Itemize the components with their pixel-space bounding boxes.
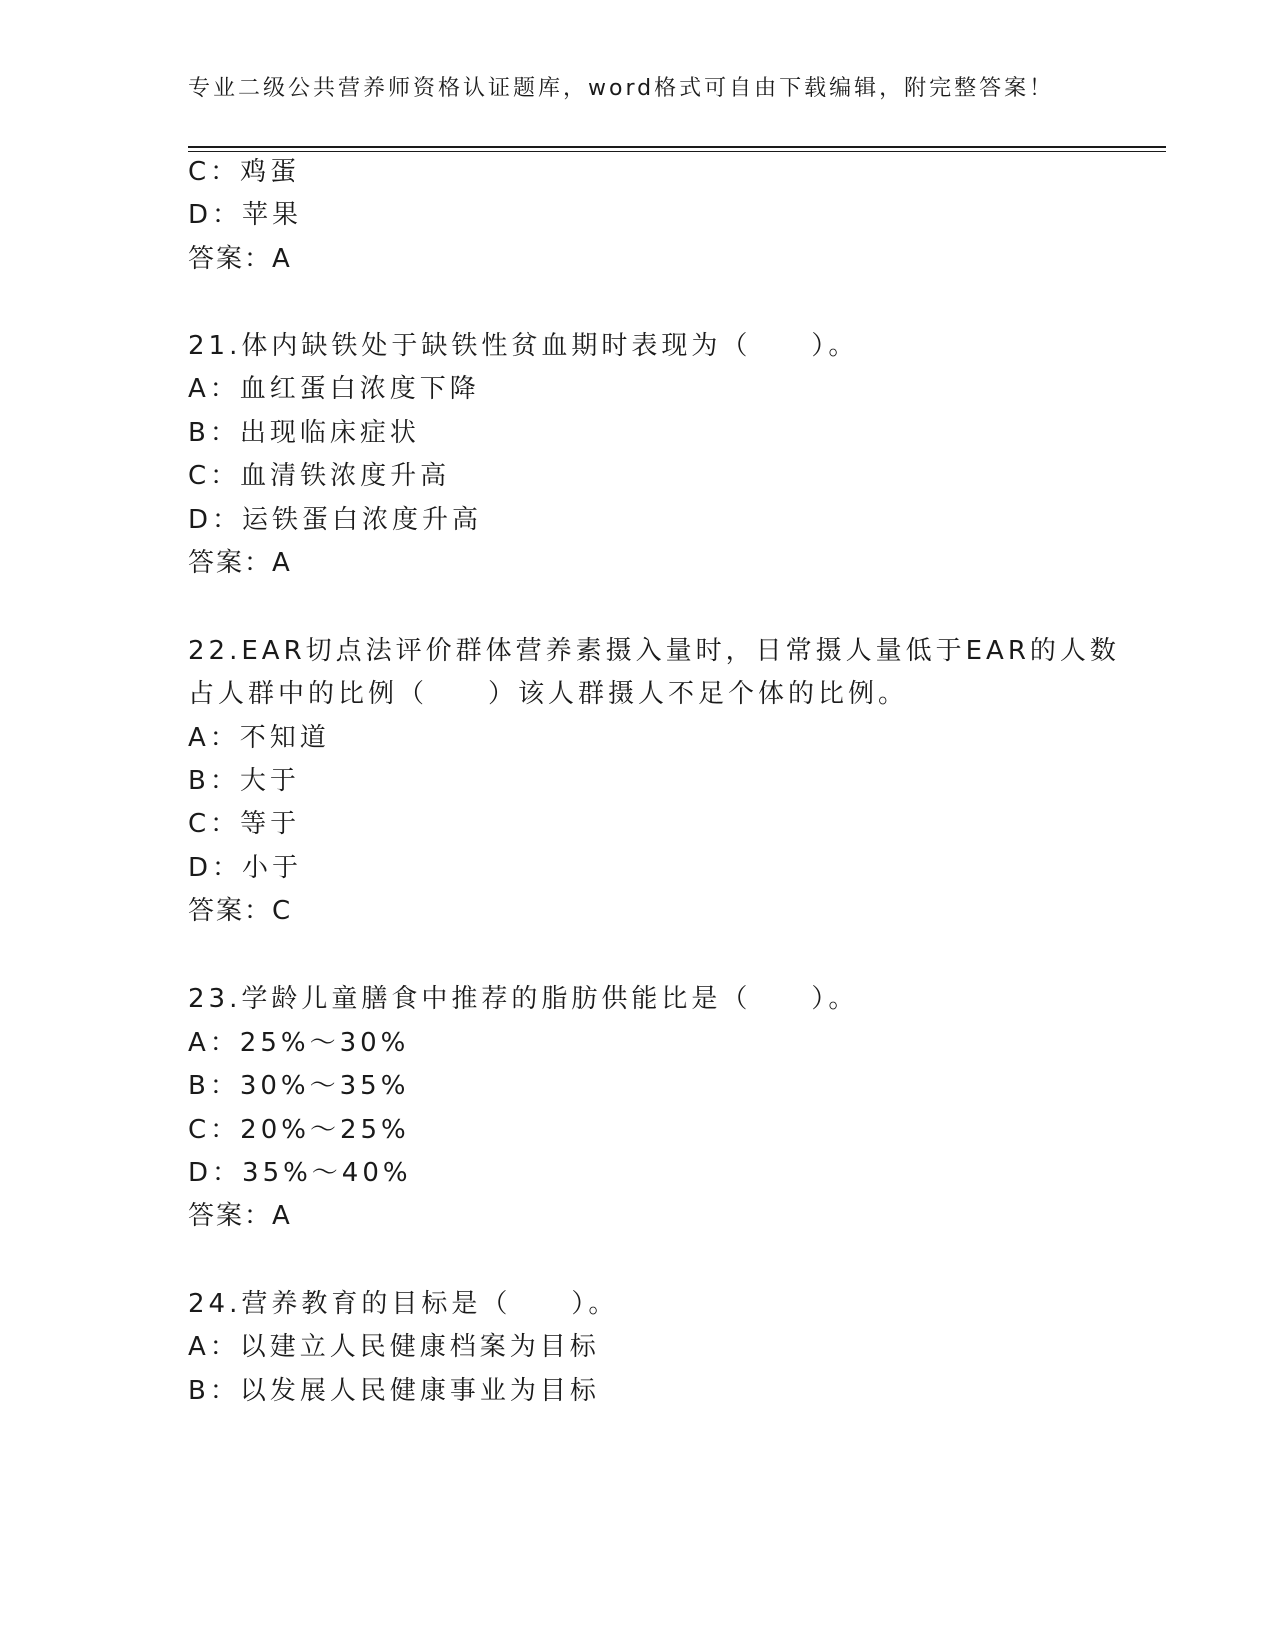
answer-line: 答案：A xyxy=(188,548,292,578)
question-stem: 23.学龄儿童膳食中推荐的脂肪供能比是（ ）。 xyxy=(188,984,859,1014)
option-b: B：出现临床症状 xyxy=(188,418,420,448)
option-c: C：鸡蛋 xyxy=(188,157,301,187)
option-b: B：以发展人民健康事业为目标 xyxy=(188,1376,600,1406)
question-stem: 24.营养教育的目标是（ ）。 xyxy=(188,1289,619,1319)
option-d: D：运铁蛋白浓度升高 xyxy=(188,505,483,535)
answer-line: 答案：C xyxy=(188,896,293,926)
option-a: A：25%～30% xyxy=(188,1028,410,1058)
option-a: A：以建立人民健康档案为目标 xyxy=(188,1332,600,1362)
page-header: 专业二级公共营养师资格认证题库，word格式可自由下载编辑，附完整答案！ xyxy=(188,76,1055,101)
option-a: A：不知道 xyxy=(188,723,330,753)
header-divider-thin xyxy=(188,151,1166,152)
option-d: D：35%～40% xyxy=(188,1158,412,1188)
option-c: C：等于 xyxy=(188,809,301,839)
question-stem: 21.体内缺铁处于缺铁性贫血期时表现为（ ）。 xyxy=(188,331,859,361)
answer-line: 答案：A xyxy=(188,244,292,274)
header-divider-thick xyxy=(188,146,1166,148)
option-c: C：20%～25% xyxy=(188,1115,410,1145)
option-a: A：血红蛋白浓度下降 xyxy=(188,374,480,404)
question-stem-continued: 占人群中的比例（ ）该人群摄人不足个体的比例。 xyxy=(188,679,909,709)
option-c: C：血清铁浓度升高 xyxy=(188,461,451,491)
option-b: B：30%～35% xyxy=(188,1071,410,1101)
option-d: D：苹果 xyxy=(188,200,303,230)
answer-line: 答案：A xyxy=(188,1201,292,1231)
question-stem: 22.EAR切点法评价群体营养素摄入量时，日常摄人量低于EAR的人数 xyxy=(188,636,1120,666)
option-b: B：大于 xyxy=(188,766,300,796)
option-d: D：小于 xyxy=(188,853,303,883)
